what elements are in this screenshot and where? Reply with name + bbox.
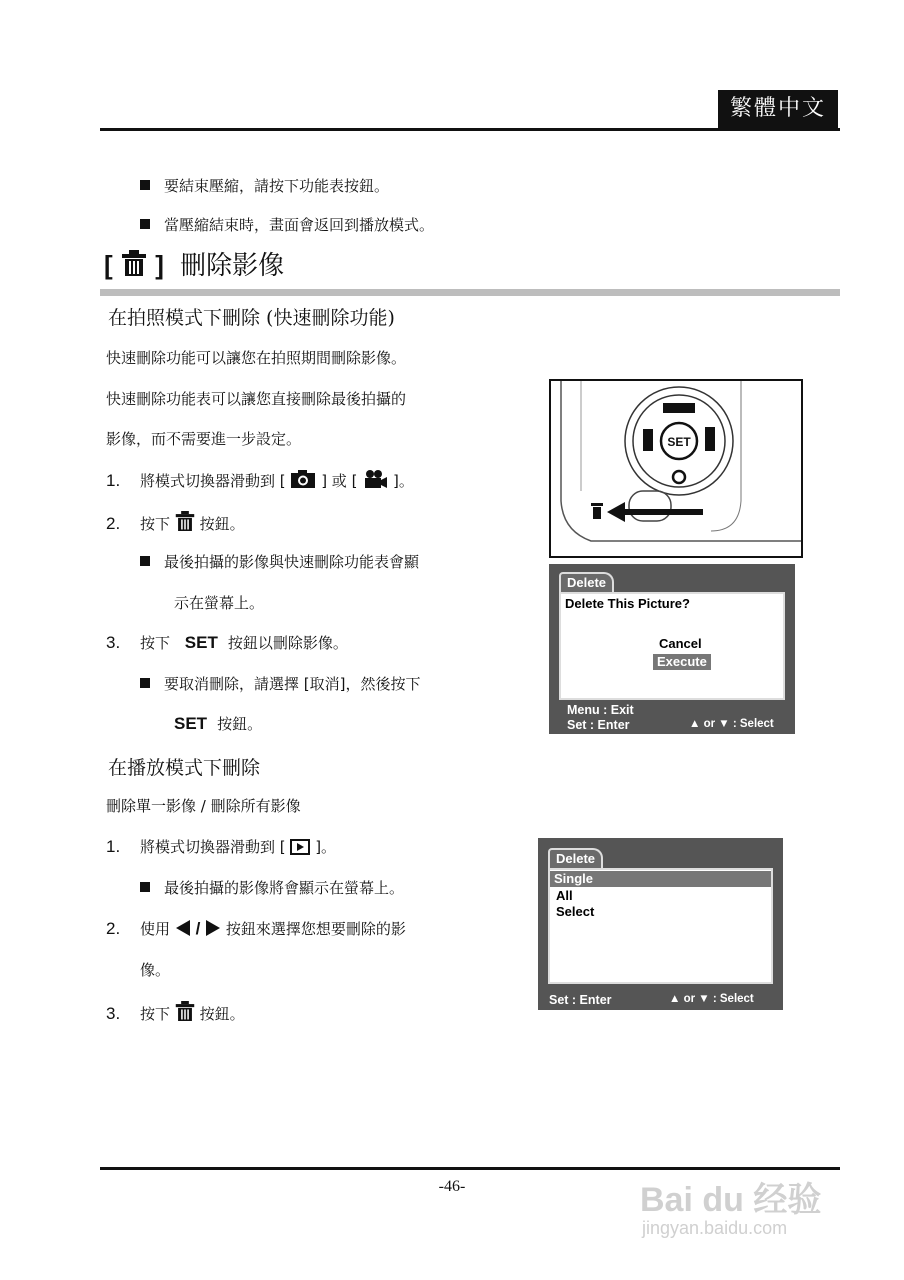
- left-arrow-icon: [175, 919, 191, 937]
- bullet-icon: [140, 180, 150, 190]
- paragraph: 刪除單一影像 / 刪除所有影像: [106, 797, 301, 815]
- dialog-question: Delete This Picture?: [565, 596, 690, 611]
- step-2: 2. 按下 按鈕。: [106, 510, 245, 535]
- watermark-url: jingyan.baidu.com: [642, 1218, 788, 1238]
- step-3: 3. 按下 SET 按鈕以刪除影像。: [106, 633, 348, 652]
- step-2: 2. 使用 / 按鈕來選擇您想要刪除的影: [106, 919, 406, 938]
- menu-item-all[interactable]: All: [556, 888, 573, 903]
- set-button-label: SET: [174, 714, 208, 733]
- delete-confirm-screen: [549, 564, 795, 734]
- list-item: 最後拍攝的影像將會顯示在螢幕上。: [140, 877, 404, 899]
- step-1: 1. 將模式切換器滑動到 [ ] 或 [ ]。: [106, 471, 414, 490]
- paragraph: 快速刪除功能可以讓您在拍照期間刪除影像。: [106, 349, 407, 367]
- menu-panel: [559, 592, 785, 700]
- playback-icon: [290, 839, 310, 855]
- bullet-icon: [140, 678, 150, 688]
- list-item-continued: SET 按鈕。: [174, 714, 263, 733]
- right-arrow-icon: [205, 919, 221, 937]
- set-button-label: SET: [184, 633, 218, 652]
- step-2-continued: 像。: [140, 961, 171, 979]
- camera-drawing: [551, 381, 801, 556]
- list-item: 要取消刪除，請選擇 [取消]，然後按下: [140, 673, 420, 695]
- footer-hint-enter: Set : Enter: [549, 993, 612, 1007]
- trash-icon: [591, 503, 603, 519]
- menu-item-single[interactable]: Single: [550, 871, 771, 887]
- trash-icon: [175, 1000, 195, 1022]
- section-divider: [100, 289, 840, 296]
- footer-hint-select: ▲ or ▼ : Select: [669, 993, 754, 1005]
- delete-menu-screen: [538, 838, 783, 1010]
- footer-hint-enter: Set : Enter: [567, 718, 630, 732]
- macro-landscape-icon: [663, 403, 695, 413]
- section-title: [ ] 刪除影像: [104, 250, 285, 281]
- video-camera-icon: [362, 469, 388, 489]
- camera-back-illustration: [549, 379, 803, 558]
- subheading-playback: 在播放模式下刪除: [108, 757, 261, 779]
- list-item: 當壓縮結束時，畫面會返回到播放模式。: [140, 214, 434, 236]
- list-item: 最後拍攝的影像與快速刪除功能表會顯: [140, 551, 419, 573]
- menu-panel: [548, 868, 773, 984]
- subheading-capture: 在拍照模式下刪除 (快速刪除功能): [108, 307, 395, 329]
- set-button: SET: [667, 435, 691, 449]
- menu-item-cancel[interactable]: Cancel: [659, 636, 702, 651]
- watermark-logo: Bai du 经验: [640, 1181, 822, 1219]
- self-timer-icon: [673, 471, 685, 483]
- bullet-icon: [140, 219, 150, 229]
- tab-delete: Delete: [559, 572, 614, 592]
- step-1: 1. 將模式切換器滑動到 [ ]。: [106, 837, 337, 856]
- bullet-icon: [140, 556, 150, 566]
- arrow-icon: [607, 502, 703, 522]
- menu-item-execute[interactable]: Execute: [653, 654, 711, 670]
- exposure-icon: [643, 429, 653, 451]
- footer-hint-select: ▲ or ▼ : Select: [689, 718, 774, 730]
- language-tab: 繁體中文: [718, 90, 838, 128]
- bullet-icon: [140, 882, 150, 892]
- page-number: -46-: [438, 1178, 466, 1195]
- footer-hint-exit: Menu : Exit: [567, 703, 634, 717]
- list-item: 要結束壓縮，請按下功能表按鈕。: [140, 175, 389, 197]
- paragraph: 快速刪除功能表可以讓您直接刪除最後拍攝的: [106, 390, 407, 408]
- flash-icon: [705, 427, 715, 451]
- paragraph: 影像，而不需要進一步設定。: [106, 430, 302, 448]
- step-3: 3. 按下 按鈕。: [106, 1000, 245, 1025]
- trash-icon: [121, 249, 147, 277]
- menu-item-select[interactable]: Select: [556, 904, 595, 919]
- list-item-continued: 示在螢幕上。: [174, 594, 265, 612]
- footer-rule: [100, 1167, 840, 1170]
- tab-delete: Delete: [548, 848, 603, 868]
- camera-icon: [290, 469, 316, 489]
- trash-icon: [175, 510, 195, 532]
- header-rule: [100, 128, 840, 131]
